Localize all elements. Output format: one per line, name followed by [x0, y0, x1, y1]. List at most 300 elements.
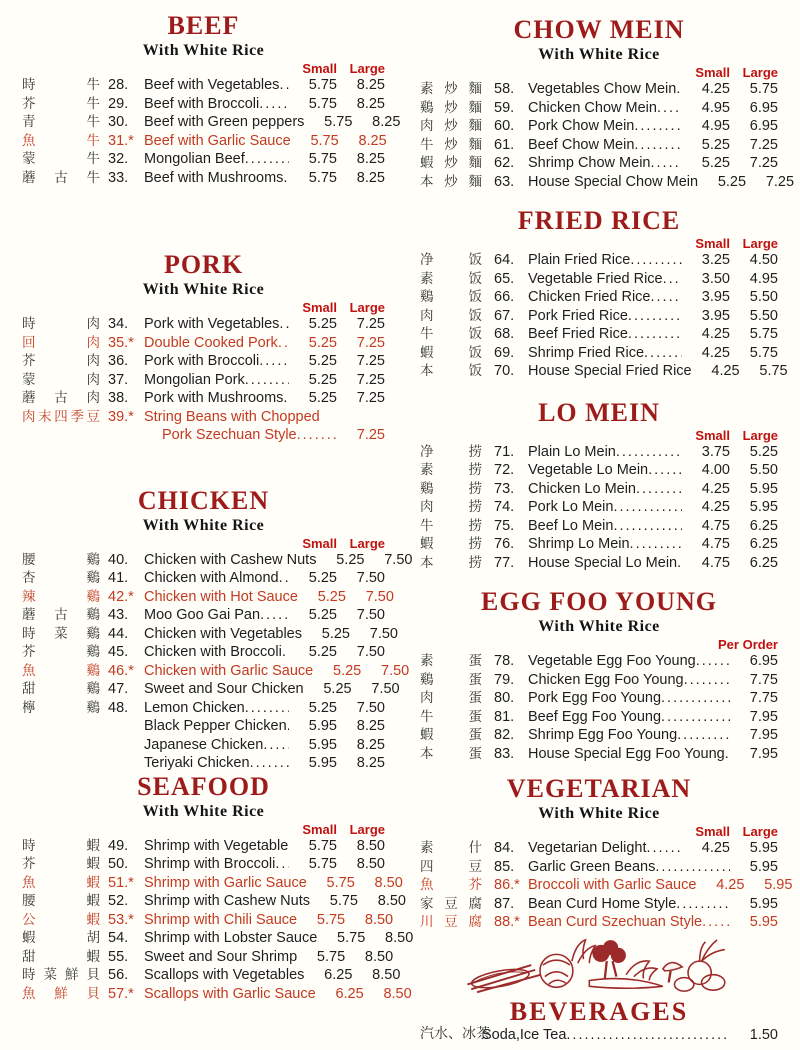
menu-item-row: [22, 643, 385, 662]
price-header-large: Large: [742, 824, 778, 839]
item-cjk: [22, 352, 100, 371]
item-cjk-char: 菜: [43, 967, 57, 982]
item-price-large: 7.25: [356, 334, 385, 351]
item-price: 5.95: [749, 895, 778, 912]
price-column-header: [22, 62, 385, 76]
item-cjk-char: 牛: [86, 77, 100, 92]
item-price-small: 4.95: [701, 99, 730, 116]
item-cjk-char: 蝦: [86, 948, 100, 964]
item-name: Teriyaki Chicken: [144, 755, 250, 771]
item-cjk: [420, 858, 482, 877]
item-cjk-char: 蛋: [468, 653, 482, 668]
item-price-small: 4.25: [701, 81, 730, 97]
item-cjk: [22, 315, 100, 334]
item-cjk-char: 豆: [444, 895, 458, 911]
item-cjk-char: 本: [420, 363, 434, 378]
item-cjk: [22, 95, 100, 114]
price-header-small: Small: [302, 300, 337, 315]
menu-item-row: [420, 498, 778, 517]
item-number: 58.: [494, 81, 515, 97]
item-cjk-char: 蘑: [22, 169, 36, 185]
item-name: Japanese Chicken: [144, 736, 264, 753]
item-cjk-char: 饭: [468, 252, 482, 267]
item-name: Beef with Mushrooms: [144, 169, 284, 186]
menu-item-row: [22, 389, 385, 408]
item-name: Chicken with Hot Sauce: [144, 588, 298, 605]
item-number: 82.: [494, 727, 515, 743]
price-header-large: Large: [742, 236, 778, 251]
item-cjk: [420, 689, 482, 708]
item-number: 57.*: [108, 985, 134, 1002]
item-name: Chicken with Broccoli: [144, 644, 282, 660]
menu-item-row: [22, 754, 385, 773]
item-cjk: [22, 855, 100, 874]
item-cjk-char: 鮮: [65, 967, 79, 982]
item-cjk: [420, 270, 482, 289]
menu-item-row: [22, 911, 394, 930]
item-price-small: 4.25: [701, 840, 730, 856]
item-cjk: [420, 554, 482, 573]
section-title: PORK: [163, 250, 244, 279]
item-cjk-char: 蛋: [468, 708, 482, 724]
item-price-large: 6.25: [749, 536, 778, 552]
item-number: 37.: [108, 371, 129, 388]
item-cjk: [22, 892, 100, 911]
menu-item-row: [420, 344, 778, 363]
leader-dots: [651, 288, 683, 307]
item-cjk-char: 肉: [86, 334, 100, 350]
menu-section-beverages: [420, 936, 778, 1045]
item-number: 28.: [108, 77, 129, 93]
item-price-large: 8.50: [383, 985, 412, 1002]
item-cjk: [22, 551, 100, 570]
price-header-per-order: Per Order: [718, 637, 778, 652]
item-number: 35.*: [108, 334, 134, 351]
item-cjk-char: 芥: [22, 644, 36, 659]
item-name: Beef Chow Mein: [528, 136, 635, 153]
leader-dots: [263, 736, 289, 755]
item-cjk-char: 蒙: [22, 371, 36, 387]
item-cjk-char: 甜: [22, 681, 36, 696]
section-subtitle: With White Rice: [538, 805, 660, 822]
item-price-small: 5.25: [308, 353, 337, 369]
item-cjk: [420, 307, 482, 326]
section-subtitle: With White Rice: [142, 42, 265, 59]
item-price-large: 6.95: [749, 118, 778, 134]
item-number: 76.: [494, 536, 515, 552]
menu-item-row: [22, 150, 385, 169]
item-number: 46.*: [108, 662, 134, 679]
item-price-small: 3.75: [701, 443, 730, 460]
leader-dots: [677, 726, 730, 745]
price-column-header: [22, 301, 385, 315]
leader-dots: [566, 1026, 730, 1045]
item-cjk: [420, 726, 482, 745]
menu-item-row: [420, 858, 778, 877]
item-cjk-char: 菜: [54, 625, 68, 641]
item-cjk: [22, 966, 100, 985]
leader-dots: [634, 136, 682, 155]
menu-item-row: [420, 652, 778, 671]
item-cjk-char: 鷄: [420, 289, 434, 304]
menu-section-beef: [22, 11, 401, 187]
item-price-large: 8.50: [356, 837, 385, 854]
item-number: 59.: [494, 99, 515, 116]
menu-column-right: [400, 0, 800, 1044]
item-cjk-char: 捞: [468, 499, 482, 514]
item-price-large: 8.25: [356, 95, 385, 112]
menu-item-row: [22, 855, 385, 874]
item-price-small: 4.95: [701, 118, 730, 134]
item-number: 68.: [494, 326, 515, 342]
leader-dots: [696, 652, 730, 671]
price-header-large: Large: [349, 535, 385, 551]
price-column-header: [22, 823, 385, 837]
item-name: Pork with Vegetables: [144, 316, 280, 332]
item-number: 87.: [494, 895, 515, 912]
price-header-small: Small: [695, 236, 730, 251]
menu-item-row: [22, 315, 385, 334]
item-cjk-char: 腰: [22, 551, 36, 567]
item-price-large: 7.50: [381, 662, 410, 679]
item-name: Shrimp with Garlic Sauce: [144, 874, 307, 891]
section-title: FRIED RICE: [517, 206, 681, 235]
menu-item-row: [22, 892, 406, 911]
item-cjk: [420, 895, 482, 914]
item-cjk-char: 蝦: [86, 837, 100, 853]
item-name: Vegetable Lo Mein: [528, 462, 649, 478]
item-price-small: 4.00: [701, 462, 730, 478]
item-price: 7.75: [749, 671, 778, 688]
price-header-small: Small: [695, 427, 730, 443]
item-name: Chicken Lo Mein: [528, 480, 636, 497]
item-cjk-char: 蒙: [22, 151, 36, 166]
menu-item-row: [22, 948, 394, 967]
item-name: Shrimp with Vegetable: [144, 837, 289, 854]
item-name: Vegetable Egg Foo Young: [528, 653, 696, 669]
item-cjk-char: 捞: [468, 517, 482, 533]
item-cjk-char: 牛: [86, 132, 100, 148]
item-cjk-char: 芥: [22, 95, 36, 111]
item-cjk-char: 魚: [22, 874, 36, 890]
item-name: Scallops with Vegetables: [144, 967, 305, 983]
item-name: Bean Curd Szechuan Style: [528, 914, 703, 930]
item-cjk-char: 腐: [468, 895, 482, 911]
item-name: Beef with Green peppers: [144, 114, 305, 130]
item-price-small: 5.95: [308, 718, 337, 734]
menu-item-row: [22, 569, 385, 588]
item-cjk-char: 鷄: [86, 551, 100, 567]
item-cjk-char: 麵: [468, 99, 482, 115]
menu-item-row: [22, 551, 413, 570]
item-name: Plain Fried Rice: [528, 252, 631, 268]
leader-dots: [634, 117, 682, 136]
menu-item-row: [420, 895, 778, 914]
item-cjk-char: 鷄: [86, 644, 100, 659]
item-cjk-char: 饭: [468, 270, 482, 286]
item-cjk: [420, 671, 482, 690]
item-cjk-char: 蝦: [86, 874, 100, 890]
item-cjk-char: 炒: [444, 99, 458, 115]
item-price-large: 7.50: [369, 625, 398, 642]
item-name: Beef with Broccoli: [144, 95, 260, 112]
item-name: Beef Lo Mein: [528, 517, 614, 534]
leader-dots: [702, 913, 730, 932]
item-cjk: [420, 498, 482, 517]
menu-column-left: [0, 0, 414, 1003]
item-cjk-char: 貝: [86, 985, 100, 1001]
item-cjk-char: 檸: [22, 699, 36, 715]
item-price-large: 8.50: [377, 893, 406, 909]
item-cjk-char: 蛋: [468, 690, 482, 705]
menu-item-row: [420, 80, 778, 99]
item-name: Black Pepper Chicken: [144, 718, 287, 734]
item-cjk-char: 末: [38, 408, 52, 424]
item-name: Chicken with Cashew Nuts: [144, 551, 317, 568]
item-cjk-char: 牛: [420, 708, 434, 724]
item-name: Mongolian Pork: [144, 371, 245, 388]
item-cjk-char: 貝: [86, 967, 100, 982]
item-cjk: [420, 362, 482, 381]
item-cjk-char: 饭: [468, 289, 482, 304]
item-number: 34.: [108, 316, 129, 332]
item-cjk: [22, 389, 100, 408]
menu-section-chow-mein: [420, 15, 795, 191]
item-cjk-char: 牛: [420, 517, 434, 533]
item-cjk-char: 蛋: [468, 745, 482, 761]
item-cjk-char: 素: [420, 81, 434, 96]
item-cjk-char: 麵: [468, 118, 482, 133]
item-cjk: [420, 480, 482, 499]
item-number: 67.: [494, 307, 515, 324]
menu-item-row: [420, 913, 778, 932]
item-price-small: 5.25: [321, 625, 350, 642]
price-header-small: Small: [302, 61, 337, 76]
item-number: 69.: [494, 344, 515, 361]
item-price-small: 5.75: [308, 77, 337, 93]
item-price-large: 7.25: [356, 390, 385, 406]
item-price-small: 5.25: [333, 662, 362, 679]
item-price-large: 5.95: [749, 499, 778, 515]
item-cjk-char: 時: [22, 625, 36, 641]
item-price-large: 7.25: [356, 316, 385, 332]
item-cjk-char: 四: [420, 858, 434, 874]
item-number: 70.: [494, 363, 515, 379]
item-price-small: 5.75: [308, 95, 337, 112]
item-price-small: 5.25: [308, 371, 337, 388]
item-cjk-char: 鷄: [420, 671, 434, 687]
item-price-small: 5.75: [329, 893, 358, 909]
item-price-large: 7.50: [365, 588, 394, 605]
leader-dots: [245, 371, 289, 390]
menu-item-row: [420, 517, 778, 536]
item-name: Shrimp with Lobster Sauce: [144, 930, 318, 946]
item-price-large: 6.25: [749, 554, 778, 571]
item-price-large: 5.50: [749, 307, 778, 324]
item-cjk-char: 蝦: [420, 536, 434, 551]
item-number: 33.: [108, 169, 129, 186]
leader-dots: [657, 99, 682, 118]
item-name: Chicken with Almond: [144, 570, 279, 586]
item-cjk-char: 鷄: [86, 607, 100, 622]
item-cjk-char: 素: [420, 840, 434, 855]
item-cjk-char: 麵: [468, 136, 482, 152]
item-number: 48.: [108, 699, 129, 716]
item-cjk: [420, 80, 482, 99]
item-price-small: 5.75: [308, 169, 337, 186]
item-cjk-char: 季: [70, 408, 84, 424]
item-cjk-char: 蘑: [22, 607, 36, 622]
item-cjk-char: 麵: [468, 155, 482, 170]
item-name: Vegetarian Delight: [528, 840, 647, 856]
item-price-large: 5.75: [749, 81, 778, 97]
item-cjk-char: 芥: [22, 856, 36, 871]
leader-dots: [628, 307, 682, 326]
item-cjk: [420, 173, 482, 192]
item-price-large: 5.50: [749, 289, 778, 305]
item-number: 75.: [494, 517, 515, 534]
item-cjk: [22, 929, 100, 948]
item-name: Pork Egg Foo Young: [528, 690, 662, 706]
menu-item-row: [420, 136, 778, 155]
item-price-large: 8.50: [372, 967, 401, 983]
item-name: House Special Lo Mein: [528, 554, 678, 571]
price-header-large: Large: [742, 65, 778, 80]
menu-item-row: [22, 662, 410, 681]
item-price-small: 3.50: [701, 270, 730, 287]
price-column-header: [420, 237, 778, 251]
item-cjk: [420, 443, 482, 462]
item-cjk-char: 本: [420, 745, 434, 761]
item-cjk-char: 炒: [444, 81, 458, 96]
price-header-large: Large: [742, 427, 778, 443]
item-cjk-char: 魚: [420, 877, 434, 892]
item-price-small: 5.75: [308, 151, 337, 167]
menu-item-row: [22, 334, 385, 353]
item-name: Bean Curd Home Style: [528, 895, 677, 912]
menu-item-row: [420, 288, 778, 307]
item-cjk: [420, 517, 482, 536]
item-name: Moo Goo Gai Pan: [144, 607, 261, 623]
menu-item-row: [22, 680, 400, 699]
menu-section-vegetarian: [420, 774, 793, 932]
menu-item-row: [420, 1026, 778, 1045]
item-name: Pork Chow Mein: [528, 118, 635, 134]
item-cjk: [22, 680, 100, 699]
item-cjk: [22, 837, 100, 856]
item-name: Shrimp with Broccoli: [144, 856, 276, 872]
item-cjk-char: 豆: [86, 408, 100, 424]
item-number: 44.: [108, 625, 129, 642]
item-cjk: [420, 117, 482, 136]
item-cjk: [420, 136, 482, 155]
item-cjk-char: 肉: [86, 353, 100, 368]
item-price-small: 4.25: [701, 344, 730, 361]
item-price-small: 4.25: [701, 480, 730, 497]
item-cjk-char: 蝦: [420, 727, 434, 742]
item-cjk-char: 魚: [22, 985, 36, 1001]
item-cjk-char: 蛋: [468, 727, 482, 742]
item-cjk-char: 鷄: [86, 570, 100, 585]
item-number: 84.: [494, 840, 515, 856]
item-name: Mongolian Beef: [144, 151, 245, 167]
menu-item-row: [420, 708, 778, 727]
item-price-large: 7.50: [371, 681, 400, 697]
item-cjk-char: 净: [420, 252, 434, 267]
leader-dots: [259, 352, 289, 371]
leader-dots: [661, 708, 730, 727]
item-price-small: 3.25: [701, 252, 730, 268]
item-cjk-char: 四: [54, 408, 68, 424]
item-price-large: 5.95: [749, 840, 778, 856]
item-price-large: 8.25: [356, 169, 385, 186]
item-cjk: [22, 985, 100, 1004]
item-cjk: [22, 113, 100, 132]
menu-item-row: [22, 837, 385, 856]
item-cjk-char: 辣: [22, 588, 36, 604]
menu-item-row: [22, 113, 401, 132]
item-price-large: 8.50: [364, 948, 394, 965]
item-name: Shrimp Fried Rice: [528, 344, 645, 361]
item-price-large: 8.25: [356, 77, 385, 93]
item-cjk-char: 鷄: [420, 480, 434, 496]
item-number: 72.: [494, 462, 515, 478]
item-price-large: 6.25: [749, 517, 778, 534]
item-number: 63.: [494, 173, 515, 190]
item-price: 7.95: [749, 708, 778, 725]
item-price-small: 4.25: [701, 326, 730, 342]
item-cjk-char: 蝦: [22, 930, 36, 945]
menu-item-row-continued: [22, 426, 385, 445]
item-cjk-char: 川: [420, 914, 434, 929]
section-title: EGG FOO YOUNG: [481, 587, 717, 616]
item-cjk-char: 饭: [468, 363, 482, 378]
item-name: Vegetable Fried Rice: [528, 270, 663, 287]
item-number: 30.: [108, 114, 129, 130]
item-number: 54.: [108, 930, 129, 946]
menu-item-row: [22, 606, 385, 625]
item-name: Pork with Mushrooms: [144, 390, 284, 406]
item-cjk-char: 時: [22, 316, 36, 331]
item-cjk-char: 家: [420, 895, 434, 911]
item-name: Beef with Vegetables: [144, 77, 280, 93]
item-number: 73.: [494, 480, 515, 497]
item-cjk: [22, 408, 100, 427]
item-cjk-char: 炒: [444, 118, 458, 133]
item-name: Sweet and Sour Chicken: [144, 681, 304, 697]
item-price-small: 5.25: [308, 316, 337, 332]
item-name: Vegetables Chow Mein: [528, 81, 677, 97]
item-cjk-char: 古: [54, 390, 68, 405]
item-price-large: 8.25: [358, 132, 387, 149]
item-price-small: 5.25: [308, 390, 337, 406]
item-cjk-char: 甜: [22, 948, 36, 964]
item-price-large: 8.50: [385, 930, 414, 946]
item-number: 79.: [494, 671, 515, 688]
menu-item-row: [420, 554, 778, 573]
item-price: 5.95: [749, 914, 778, 930]
item-price-small: 5.25: [308, 644, 337, 660]
menu-item-row: [420, 535, 778, 554]
item-price: 1.50: [749, 1026, 778, 1043]
item-name: Shrimp Egg Foo Young: [528, 727, 678, 743]
price-header-large: Large: [349, 300, 385, 315]
item-name: Shrimp with Cashew Nuts: [144, 893, 310, 909]
menu-item-row: [420, 461, 778, 480]
item-cjk: [22, 699, 100, 718]
item-cjk: [420, 251, 482, 270]
item-number: 60.: [494, 118, 515, 134]
